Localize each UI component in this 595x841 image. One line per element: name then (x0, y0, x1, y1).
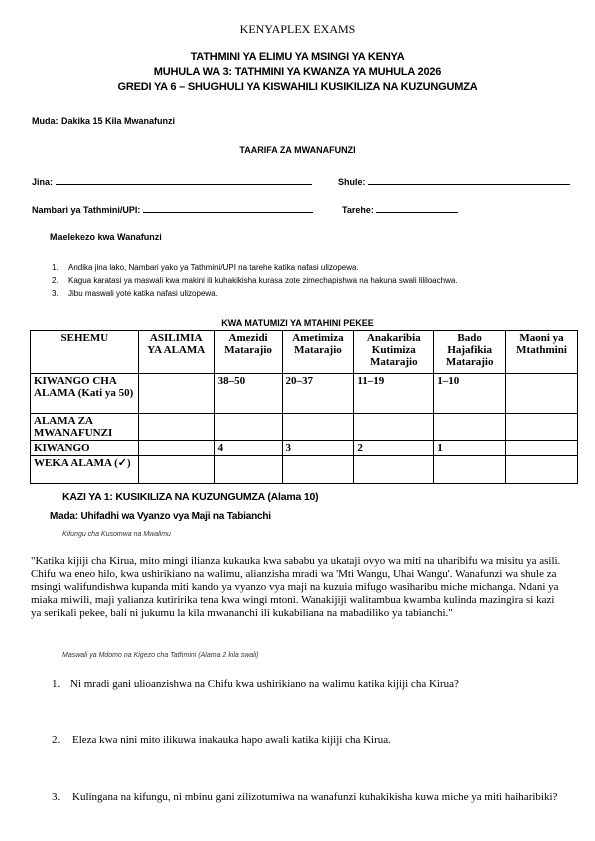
tick-cell[interactable] (138, 456, 214, 484)
row-label: KIWANGO CHA ALAMA (Kati ya 50) (31, 374, 139, 414)
table-header-row (31, 331, 578, 374)
header-anakaribia: Anakaribia Kutimiza Matarajio (354, 331, 434, 374)
date-label: Tarehe: (342, 205, 374, 215)
table-row (31, 441, 578, 456)
header-asilimia: ASILIMIA YA ALAMA (138, 331, 214, 374)
upi-blank (143, 203, 313, 213)
header-maoni: Maoni ya Mtathmini (506, 331, 578, 374)
exam-brand: KENYAPLEX EXAMS (239, 22, 356, 36)
table-cell (138, 441, 214, 456)
question-item (52, 678, 562, 691)
score-cell[interactable] (506, 414, 578, 441)
tick-cell[interactable] (354, 456, 434, 484)
upi-field[interactable] (32, 203, 313, 215)
questions-note: Maswali ya Mdomo na Kigezo cha Tathmini (Alama 2 kila swali) (62, 652, 259, 659)
score-cell[interactable] (434, 414, 506, 441)
school-field[interactable] (338, 175, 570, 187)
name-blank (56, 175, 312, 185)
score-cell[interactable] (282, 414, 354, 441)
score-cell[interactable] (214, 414, 282, 441)
instruction-item (52, 287, 458, 300)
date-blank (376, 203, 458, 213)
instruction-text: Kagua karatasi ya maswali kwa makini ili kuhakikisha kurasa zote zimechapishwa na hakuna swali lililoachwa. (68, 276, 458, 285)
student-info-heading: TAARIFA ZA MWANAFUNZI (239, 145, 356, 155)
tick-cell[interactable] (506, 456, 578, 484)
table-cell (506, 374, 578, 414)
task-topic: Mada: Uhifadhi wa Vyanzo vya Maji na Tabianchi (50, 511, 271, 522)
instructions-list (52, 261, 458, 300)
header-amezidi: Amezidi Matarajio (214, 331, 282, 374)
header-bado: Bado Hajafikia Matarajio (434, 331, 506, 374)
table-cell: 38–50 (214, 374, 282, 414)
row-label: ALAMA ZA MWANAFUNZI (31, 414, 139, 441)
header-sehemu: SEHEMU (31, 331, 139, 374)
name-field[interactable] (32, 175, 312, 187)
date-field[interactable] (342, 203, 458, 215)
score-cell[interactable] (138, 414, 214, 441)
instruction-item (52, 274, 458, 287)
table-cell (506, 441, 578, 456)
table-cell: 4 (214, 441, 282, 456)
table-cell: 1 (434, 441, 506, 456)
tick-cell[interactable] (282, 456, 354, 484)
question-text: Eleza kwa nini mito ilikuwa inakauka hapo awali katika kijiji cha Kirua. (72, 734, 391, 746)
row-label: KIWANGO (31, 441, 139, 456)
school-blank (368, 175, 570, 185)
table-row (31, 414, 578, 441)
instruction-text: Jibu maswali yote katika nafasi ulizopewa. (68, 289, 218, 298)
table-row (31, 374, 578, 414)
question-item (52, 791, 562, 804)
duration: Muda: Dakika 15 Kila Mwanafunzi (32, 116, 176, 126)
instructions-heading: Maelekezo kwa Wanafunzi (50, 232, 162, 242)
instruction-item (52, 261, 458, 274)
exam-title-line-3: GREDI YA 6 – SHUGHULI YA KISWAHILI KUSIKILIZA NA KUZUNGUMZA (117, 81, 478, 93)
marks-table (30, 330, 578, 484)
question-item (52, 734, 562, 747)
table-cell: 1–10 (434, 374, 506, 414)
table-cell: 3 (282, 441, 354, 456)
exam-title-line-1: TATHMINI YA ELIMU YA MSINGI YA KENYA (190, 51, 405, 63)
table-cell (138, 374, 214, 414)
question-number: 3. (52, 791, 61, 803)
row-label: WEKA ALAMA (✓) (31, 456, 139, 484)
question-text: Ni mradi gani ulioanzishwa na Chifu kwa ushirikiano na walimu katika kijiji cha Kirua? (70, 678, 459, 690)
school-label: Shule: (338, 177, 366, 187)
question-text: Kulingana na kifungu, ni mbinu gani zilizotumiwa na wanafunzi kuhakikisha kuwa miche ya miti haiharibiki? (72, 791, 558, 803)
instruction-text: Andika jina lako, Nambari yako ya Tathmini/UPI na tarehe katika nafasi ulizopewa. (68, 263, 359, 272)
question-number: 2. (52, 734, 61, 746)
upi-label: Nambari ya Tathmini/UPI: (32, 205, 141, 215)
instruction-number: 2. (52, 276, 59, 285)
table-row (31, 456, 578, 484)
task-heading: KAZI YA 1: KUSIKILIZA NA KUZUNGUMZA (Alama 10) (62, 491, 319, 503)
score-cell[interactable] (354, 414, 434, 441)
question-number: 1. (52, 678, 61, 690)
table-cell: 11–19 (354, 374, 434, 414)
exam-title-line-2: MUHULA WA 3: TATHMINI YA KWANZA YA MUHULA 2026 (153, 66, 442, 78)
table-cell: 2 (354, 441, 434, 456)
header-ametimiza: Ametimiza Matarajio (282, 331, 354, 374)
name-label: Jina: (32, 177, 54, 187)
marks-table-title: KWA MATUMIZI YA MTAHINI PEKEE (221, 318, 374, 328)
passage-note: Kifungu cha Kusomwa na Mwalimu (62, 531, 171, 538)
instruction-number: 1. (52, 263, 59, 272)
instruction-number: 3. (52, 289, 59, 298)
tick-cell[interactable] (214, 456, 282, 484)
table-cell: 20–37 (282, 374, 354, 414)
tick-cell[interactable] (434, 456, 506, 484)
passage-text: "Katika kijiji cha Kirua, mito mingi ilianza kukauka kwa sababu ya ukataji ovyo wa miti na uharibifu wa misitu ya asili. Chifu wa eneo hilo, kwa ushirikiano na walimu, alianzisha mradi wa 'Mti Wangu, Uhai Wangu'. Wanafunzi wa shule za msingi walifundishwa kupanda miti kando ya vyanzo vya maji na kuzuia mifugo wasiharibu miche michanga. Ndani ya miaka miwili, maji yalianza kutiririka tena kwa wingi mtoni. Wanakijiji walitambua kwamba kulinda mazingira si kazi ya serikali pekee, bali ni jukumu la kila mwananchi ili kukabiliana na mabadiliko ya tabianchi." (31, 555, 561, 619)
